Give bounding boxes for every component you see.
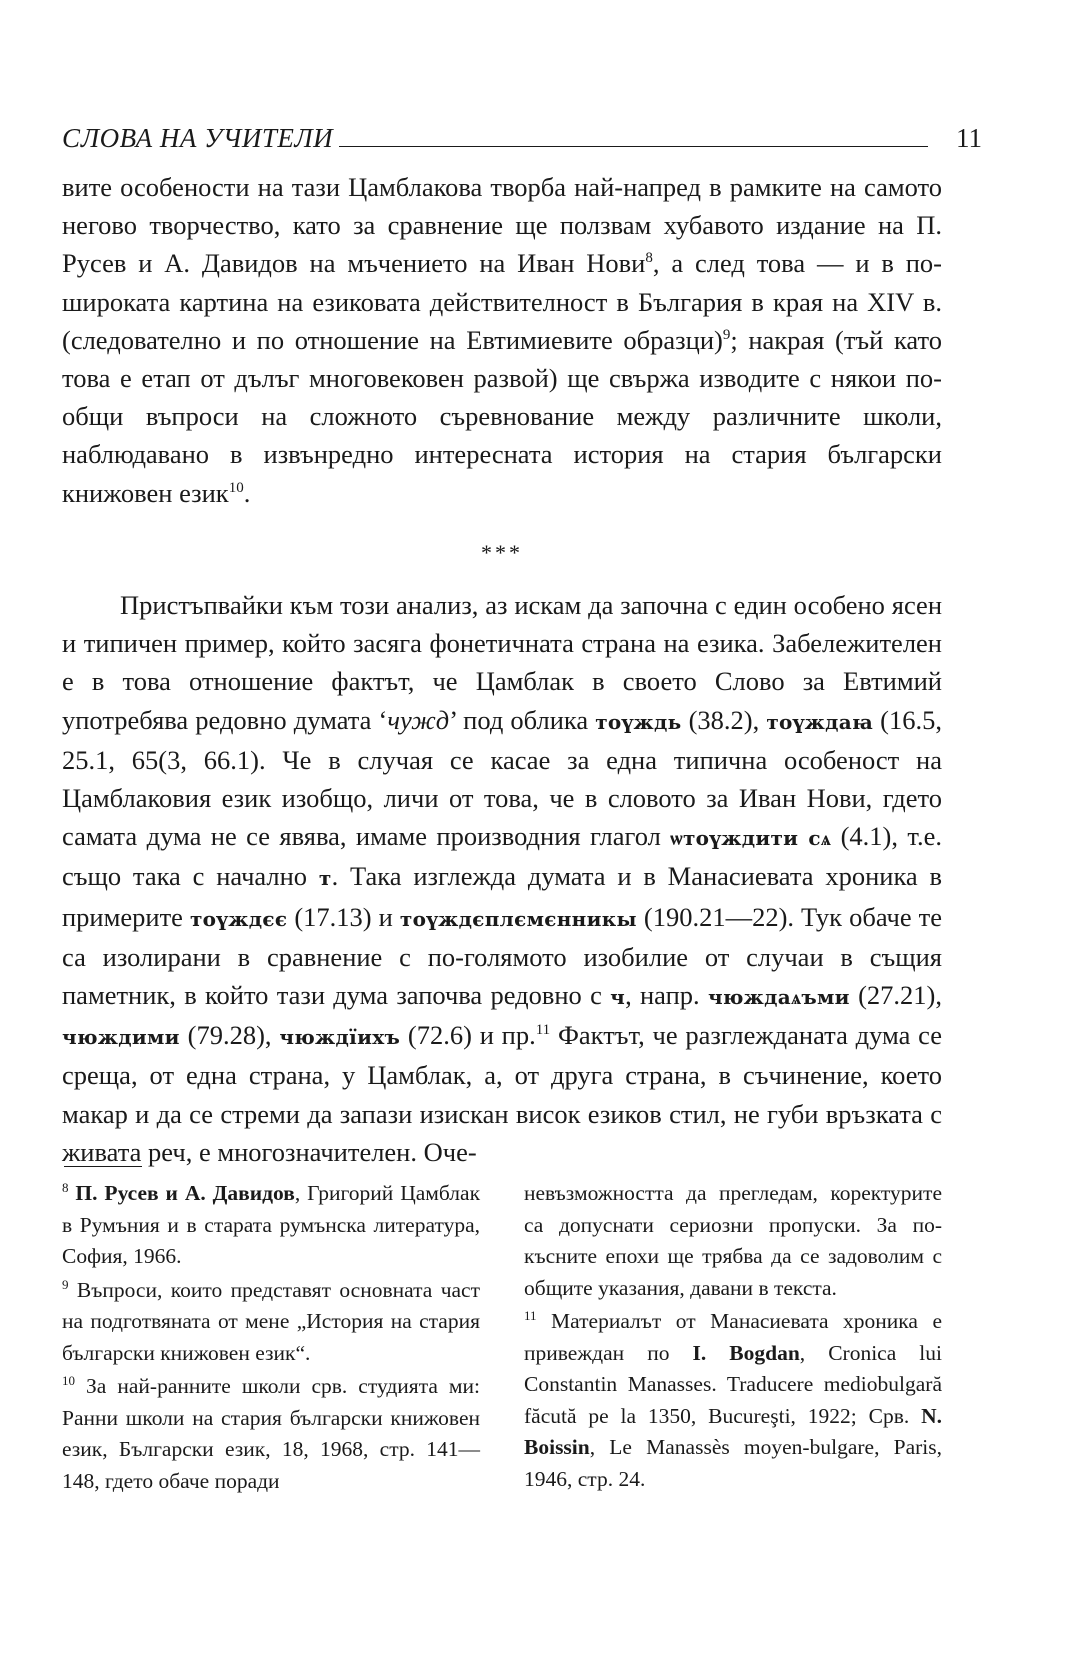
- footnotes-right-column: [524, 1178, 942, 1499]
- church-slavonic-word: тоүждь: [595, 709, 682, 734]
- footnote-9: $^9$ Въпроси, които представят основната част на подготвяната от мене „История на стария български книжовен език“.: [62, 1276, 480, 1365]
- section-separator: ***: [481, 539, 523, 565]
- church-slavonic-word: тоүждєплємєнникы: [399, 906, 637, 931]
- italic-term: чужд: [387, 704, 450, 735]
- footnote-ref-11: 11: [535, 1022, 551, 1039]
- page-number: 11: [956, 123, 982, 153]
- church-slavonic-word: ѡтоүждити сѧ: [670, 826, 832, 851]
- church-slavonic-letter: ч: [610, 985, 626, 1010]
- footnotes-left-column: [62, 1178, 480, 1499]
- footnote-ref-8: 8: [645, 250, 653, 267]
- footnote-11: $^{11}$ Материалът от Манасиевата хроника е привеждан по I. Bogdan, Cronica lui Constantin Manasses. Traducere mediobulgară făcută pe la 1350, Bucureşti, 1922; Срв. N. Boissin, Le Manassès moyen-bulgare, Paris, 1946, стр. 24.: [524, 1307, 942, 1491]
- church-slavonic-letter: т: [318, 866, 332, 891]
- footnote-10-continued: невъзможността да прегледам, коректурите са допуснати сериозни пропуски. За по-късните епохи ще трябва да се задоволим с общите указания, давани в текста.: [524, 1181, 942, 1300]
- header-rule: [339, 146, 928, 147]
- church-slavonic-word: чюждїихъ: [279, 1025, 401, 1050]
- footnote-ref-10: 10: [228, 479, 244, 496]
- running-title: СЛОВА НА УЧИТЕЛИ: [62, 123, 334, 153]
- footnote-ref-9: 9: [722, 326, 731, 343]
- church-slavonic-word: тоүждаꙗ: [766, 709, 874, 734]
- church-slavonic-word: тоүждєє: [189, 906, 288, 931]
- footnotes: [62, 1178, 942, 1499]
- paragraph-2: Пристъпвайки към този анализ, аз искам да започна с един особено ясен и типичен пример, който засяга фонетичната страна на езика. Забележителен е в това отношение фактът, че Цамблак в своето Слово за Евтимий употребява редовно думата ‘чужд’ под облика тоүждь (38.2), тоүждаꙗ (16.5, 25.1, 65(3, 66.1). Че в случая се касае за една типична особеност на Цамблаковия език изобщо, личи от това, че в словото за Иван Нови, гдето самата дума не се явява, имаме производния глагол ѡтоүждити сѧ (4.1), т.е. също така с начално т. Така изглежда думата и в Манасиевата хроника в примерите тоүждєє (17.13) и тоүждєплємєнникы (190.21—22). Тук обаче те са изолирани в сравнение с по-голямото изобилие от случаи в същия паметник, в който тази дума започва редовно с ч, напр. чюждаѧъми (27.21), чюждими (79.28), чюждїихъ (72.6) и пр.$^{11}$ Фактът, че разглежданата дума се среща, от една страна, у Цамблак, а, от друга страна, в съчинение, което макар и да се стреми да запази изискан висок езиков стил, не губи връзката с живата реч, е многозначителен. Оче-: [62, 590, 943, 1167]
- main-text: [62, 168, 942, 1171]
- footnote-8: $^8$ П. Русев и А. Давидов, Григорий Цамблак в Румъния и в старата румънска литература, София, 1966.: [62, 1179, 481, 1268]
- paragraph-1: вите особености на тази Цамблакова творба най-напред в рамките на самото негово творчество, като за сравнение ще ползвам хубавото издание на П. Русев и А. Давидов на мъчението на Иван Нови$^8$, а след това — и в по-широката картина на езиковата действителност в България в края на XIV в. (следователно и по отношение на Евтимиевите образци)$^9$; накрая (тъй като това е етап от дълъг многовековен развой) ще свържа изводите с някои по-общи въпроси на сложното съревнование между различните школи, наблюдавано в извънредно интересната история на стария български книжовен език$^{10}$.: [62, 172, 942, 508]
- footnote-separator: [64, 1166, 142, 1167]
- footnote-10: $^{10}$ За най-ранните школи срв. студията ми: Ранни школи на стария български книжовен език, Български език, 18, 1968, стр. 141—148, гдето обаче поради: [62, 1372, 480, 1493]
- church-slavonic-word: чюждаѧъми: [707, 985, 850, 1010]
- running-header: [62, 118, 982, 154]
- church-slavonic-word: чюждими: [62, 1025, 180, 1050]
